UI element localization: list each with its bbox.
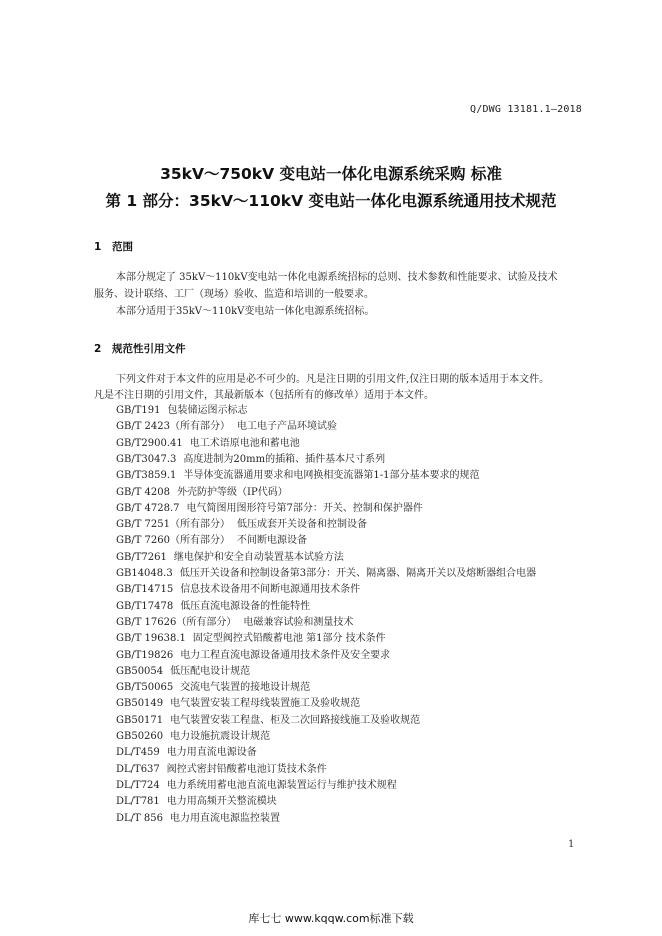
scope-paragraph-line1: 本部分规定了 35kV～110kV变电站一体化电源系统招标的总则、技术参数和性能要求、试验及技术 <box>116 272 558 283</box>
scope-applicability-paragraph: 本部分适用于35kV～110kV变电站一体化电源系统招标。 <box>116 306 375 317</box>
reference-title: 电力设施抗震设计规范 <box>170 731 271 742</box>
reference-code: GB/T 2423（所有部分） <box>116 421 231 433</box>
reference-item <box>116 404 247 417</box>
reference-code: GB/T3859.1 <box>116 470 177 482</box>
document-title-line1: 35kV～750kV 变电站一体化电源系统采购 标准 <box>160 165 502 183</box>
reference-title: 电力用直流电源监控装置 <box>169 812 280 824</box>
reference-code: GB/T14715 <box>116 584 174 596</box>
reference-item <box>116 714 420 727</box>
reference-title: 固定型阀控式铅酸蓄电池 第1部分 技术条件 <box>192 633 386 645</box>
reference-code: GB50054 <box>116 665 164 677</box>
reference-code: DL/T781 <box>116 796 160 808</box>
reference-title: 电力用直流电源设备 <box>166 747 257 759</box>
reference-title: 电力工程直流电源设备通用技术条件及安全要求 <box>180 649 391 661</box>
reference-title: 包装储运图示标志 <box>167 405 248 416</box>
references-intro-line1: 下列文件对于本文件的应用是必不可少的。凡是注日期的引用文件,仅注日期的版本适用于本文件。 <box>116 374 550 385</box>
reference-code: GB/T 19638.1 <box>116 633 186 645</box>
reference-item <box>116 534 307 547</box>
reference-code: GB/T 7251（所有部分） <box>116 519 231 531</box>
reference-title: 阀控式密封铅酸蓄电池订货技术条件 <box>166 763 327 775</box>
reference-item <box>116 730 270 743</box>
reference-title: 电工术语原电池和蓄电池 <box>189 437 300 449</box>
reference-item <box>116 795 277 808</box>
document-title-line2: 第 1 部分：35kV～110kV 变电站一体化电源系统通用技术规范 <box>105 192 557 210</box>
reference-item <box>116 746 257 759</box>
reference-item <box>116 600 310 613</box>
reference-code: DL/T637 <box>116 763 160 775</box>
reference-item <box>116 469 479 482</box>
reference-item <box>116 763 327 776</box>
section-1-heading <box>94 239 133 254</box>
footer-watermark: 库七七 www.kqqw.com标准下载 <box>248 912 414 925</box>
reference-code: GB/T19826 <box>116 649 174 661</box>
reference-title: 电磁兼容试验和测量技术 <box>243 616 354 628</box>
reference-item <box>116 567 536 580</box>
reference-item <box>116 616 353 629</box>
reference-title: 不间断电源设备 <box>237 535 308 547</box>
reference-title: 低压直流电源设备的性能特性 <box>180 600 311 612</box>
reference-title: 信息技术设备用不间断电源通用技术条件 <box>180 584 361 596</box>
reference-item <box>116 437 300 450</box>
section-number: 2 <box>94 343 102 355</box>
reference-item <box>116 453 385 466</box>
reference-item <box>116 502 423 515</box>
reference-code: GB/T7261 <box>116 551 167 563</box>
reference-code: GB/T17478 <box>116 600 174 612</box>
reference-item <box>116 518 367 531</box>
reference-code: GB14048.3 <box>116 568 173 579</box>
page-number: 1 <box>568 839 575 850</box>
reference-item <box>116 420 337 433</box>
reference-code: GB/T50065 <box>116 682 174 694</box>
reference-code: GB/T3047.3 <box>116 453 177 465</box>
reference-item <box>116 681 310 694</box>
reference-title: 交流电气装置的接地设计规范 <box>180 682 311 694</box>
reference-item <box>116 649 390 662</box>
reference-code: GB/T 4208 <box>116 486 171 498</box>
document-code: Q/DWG 13181.1—2018 <box>470 104 582 115</box>
reference-item <box>116 665 250 678</box>
reference-item <box>116 486 288 499</box>
reference-code: GB50260 <box>116 731 164 742</box>
reference-code: GB/T 7260（所有部分） <box>116 535 231 547</box>
reference-title: 半导体变流器通用要求和电网换相变流器第1-1部分基本要求的规范 <box>183 470 480 482</box>
reference-item <box>116 779 397 792</box>
reference-code: GB/T191 <box>116 405 161 416</box>
scope-paragraph-line2: 服务、设计联络、工厂（现场）验收、监造和培训的一般要求。 <box>94 289 374 300</box>
reference-title: 电工电子产品环境试验 <box>237 421 338 433</box>
reference-item <box>116 697 360 710</box>
reference-title: 电气装置安装工程母线装置施工及验收规范 <box>170 698 361 710</box>
reference-code: DL/T724 <box>116 779 160 791</box>
reference-code: GB/T2900.41 <box>116 437 183 449</box>
section-title: 规范性引用文件 <box>112 343 186 355</box>
reference-title: 低压开关设备和控制设备第3部分：开关、隔离器、隔离开关以及熔断器组合电器 <box>179 568 537 579</box>
reference-title: 外壳防护等级（IP代码） <box>177 486 288 498</box>
reference-item <box>116 632 386 645</box>
reference-item <box>116 812 280 825</box>
reference-item <box>116 583 360 596</box>
section-number: 1 <box>94 241 102 253</box>
references-intro-line2: 凡是不注日期的引用文件，其最新版本（包括所有的修改单）适用于本文件。 <box>94 390 434 401</box>
reference-item <box>116 551 344 564</box>
reference-code: GB50171 <box>116 714 164 726</box>
section-2-heading <box>94 341 186 356</box>
reference-code: GB/T 17626（所有部分） <box>116 616 237 628</box>
reference-title: 低压成套开关设备和控制设备 <box>237 519 368 531</box>
reference-title: 电气装置安装工程盘、柜及二次回路接线施工及验收规范 <box>170 714 421 726</box>
reference-title: 低压配电设计规范 <box>170 665 251 677</box>
reference-code: GB50149 <box>116 698 164 710</box>
reference-title: 电力系统用蓄电池直流电源装置运行与维护技术规程 <box>166 779 397 791</box>
section-title: 范围 <box>112 241 133 253</box>
reference-code: DL/T 856 <box>116 812 163 824</box>
reference-code: GB/T 4728.7 <box>116 502 180 514</box>
reference-title: 继电保护和安全自动装置基本试验方法 <box>173 551 344 563</box>
reference-title: 高度进制为20mm的插箱、插件基本尺寸系列 <box>183 453 386 465</box>
reference-code: DL/T459 <box>116 747 160 759</box>
reference-title: 电气简图用图形符号第7部分：开关、控制和保护器件 <box>186 502 423 514</box>
reference-title: 电力用高频开关整流模块 <box>166 796 277 808</box>
